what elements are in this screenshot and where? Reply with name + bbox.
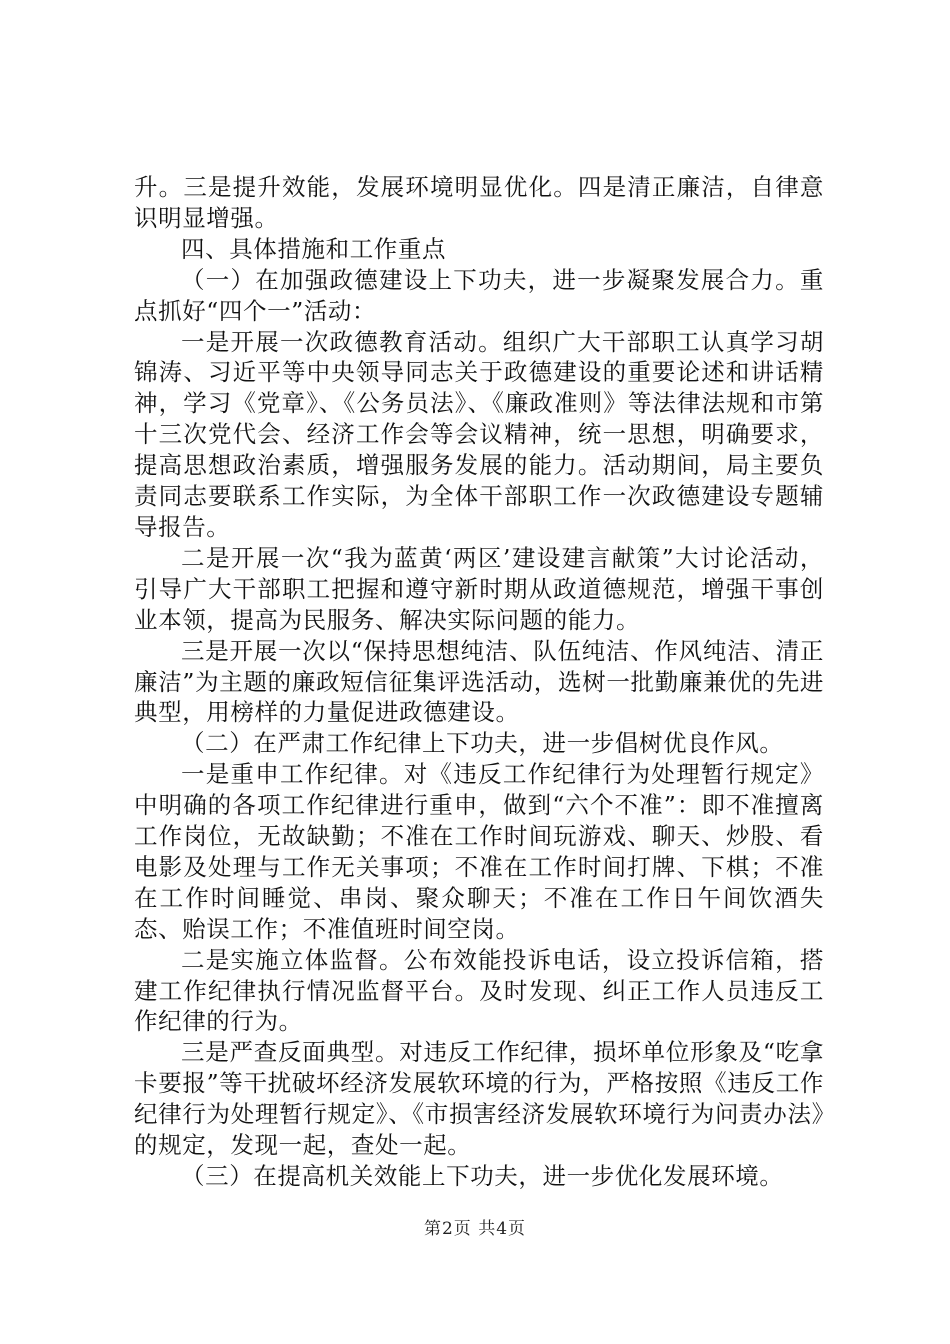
page-footer: 第2页 共4页: [423, 1219, 527, 1239]
paragraph-item-2-2: 二是实施立体监督。公布效能投诉电话，设立投诉信箱，搭建工作纪律执行情况监督平台。及时发现、纠正工作人员违反工作纪律的行为。: [134, 945, 824, 1036]
section-heading: 四、具体措施和工作重点: [181, 234, 447, 263]
paragraph-item-2-1: 一是重申工作纪律。对《违反工作纪律行为处理暂行规定》中明确的各项工作纪律进行重申，做到“六个不准”：即不准擅离工作岗位，无故缺勤；不准在工作时间玩游戏、聊天、炒股、看电影及处理与工作无关事项；不准在工作时间打牌、下棋；不准在工作时间睡觉、串岗、聚众聊天；不准在工作日午间饮酒失态、贻误工作；不准值班时间空岗。: [134, 760, 824, 943]
paragraph-item-1-2: 二是开展一次“我为蓝黄‘两区’建设建言献策”大讨论活动，引导广大干部职工把握和遵守新时期从政道德规范，增强干事创业本领，提高为民服务、解决实际问题的能力。: [134, 543, 824, 634]
subsection-heading-1: （一）在加强政德建设上下功夫，进一步凝聚发展合力。重点抓好“四个一”活动：: [134, 265, 824, 325]
subsection-heading-3: （三）在提高机关效能上下功夫，进一步优化发展环境。: [181, 1162, 784, 1190]
paragraph-item-1-3: 三是开展一次以“保持思想纯洁、队伍纯洁、作风纯洁、清正廉洁”为主题的廉政短信征集评选活动，选树一批勤廉兼优的先进典型，用榜样的力量促进政德建设。: [134, 636, 824, 727]
paragraph-continuation: 升。三是提升效能，发展环境明显优化。四是清正廉洁，自律意识明显增强。: [134, 173, 824, 232]
paragraph-item-2-3: 三是严查反面典型。对违反工作纪律，损坏单位形象及“吃拿卡要报”等干扰破坏经济发展软环境的行为，严格按照《违反工作纪律行为处理暂行规定》、《市损害经济发展软环境行为问责办法》的规定，发现一起，查处一起。: [134, 1038, 824, 1160]
subsection-heading-2: （二）在严肃工作纪律上下功夫，进一步倡树优良作风。: [181, 729, 784, 758]
document-body: [134, 172, 824, 1192]
paragraph-item-1-1: 一是开展一次政德教育活动。组织广大干部职工认真学习胡锦涛、习近平等中央领导同志关于政德建设的重要论述和讲话精神，学习《党章》、《公务员法》、《廉政准则》等法律法规和市第十三次党代会、经济工作会等会议精神，统一思想，明确要求，提高思想政治素质，增强服务发展的能力。活动期间，局主要负责同志要联系工作实际，为全体干部职工作一次政德建设专题辅导报告。: [134, 327, 824, 541]
